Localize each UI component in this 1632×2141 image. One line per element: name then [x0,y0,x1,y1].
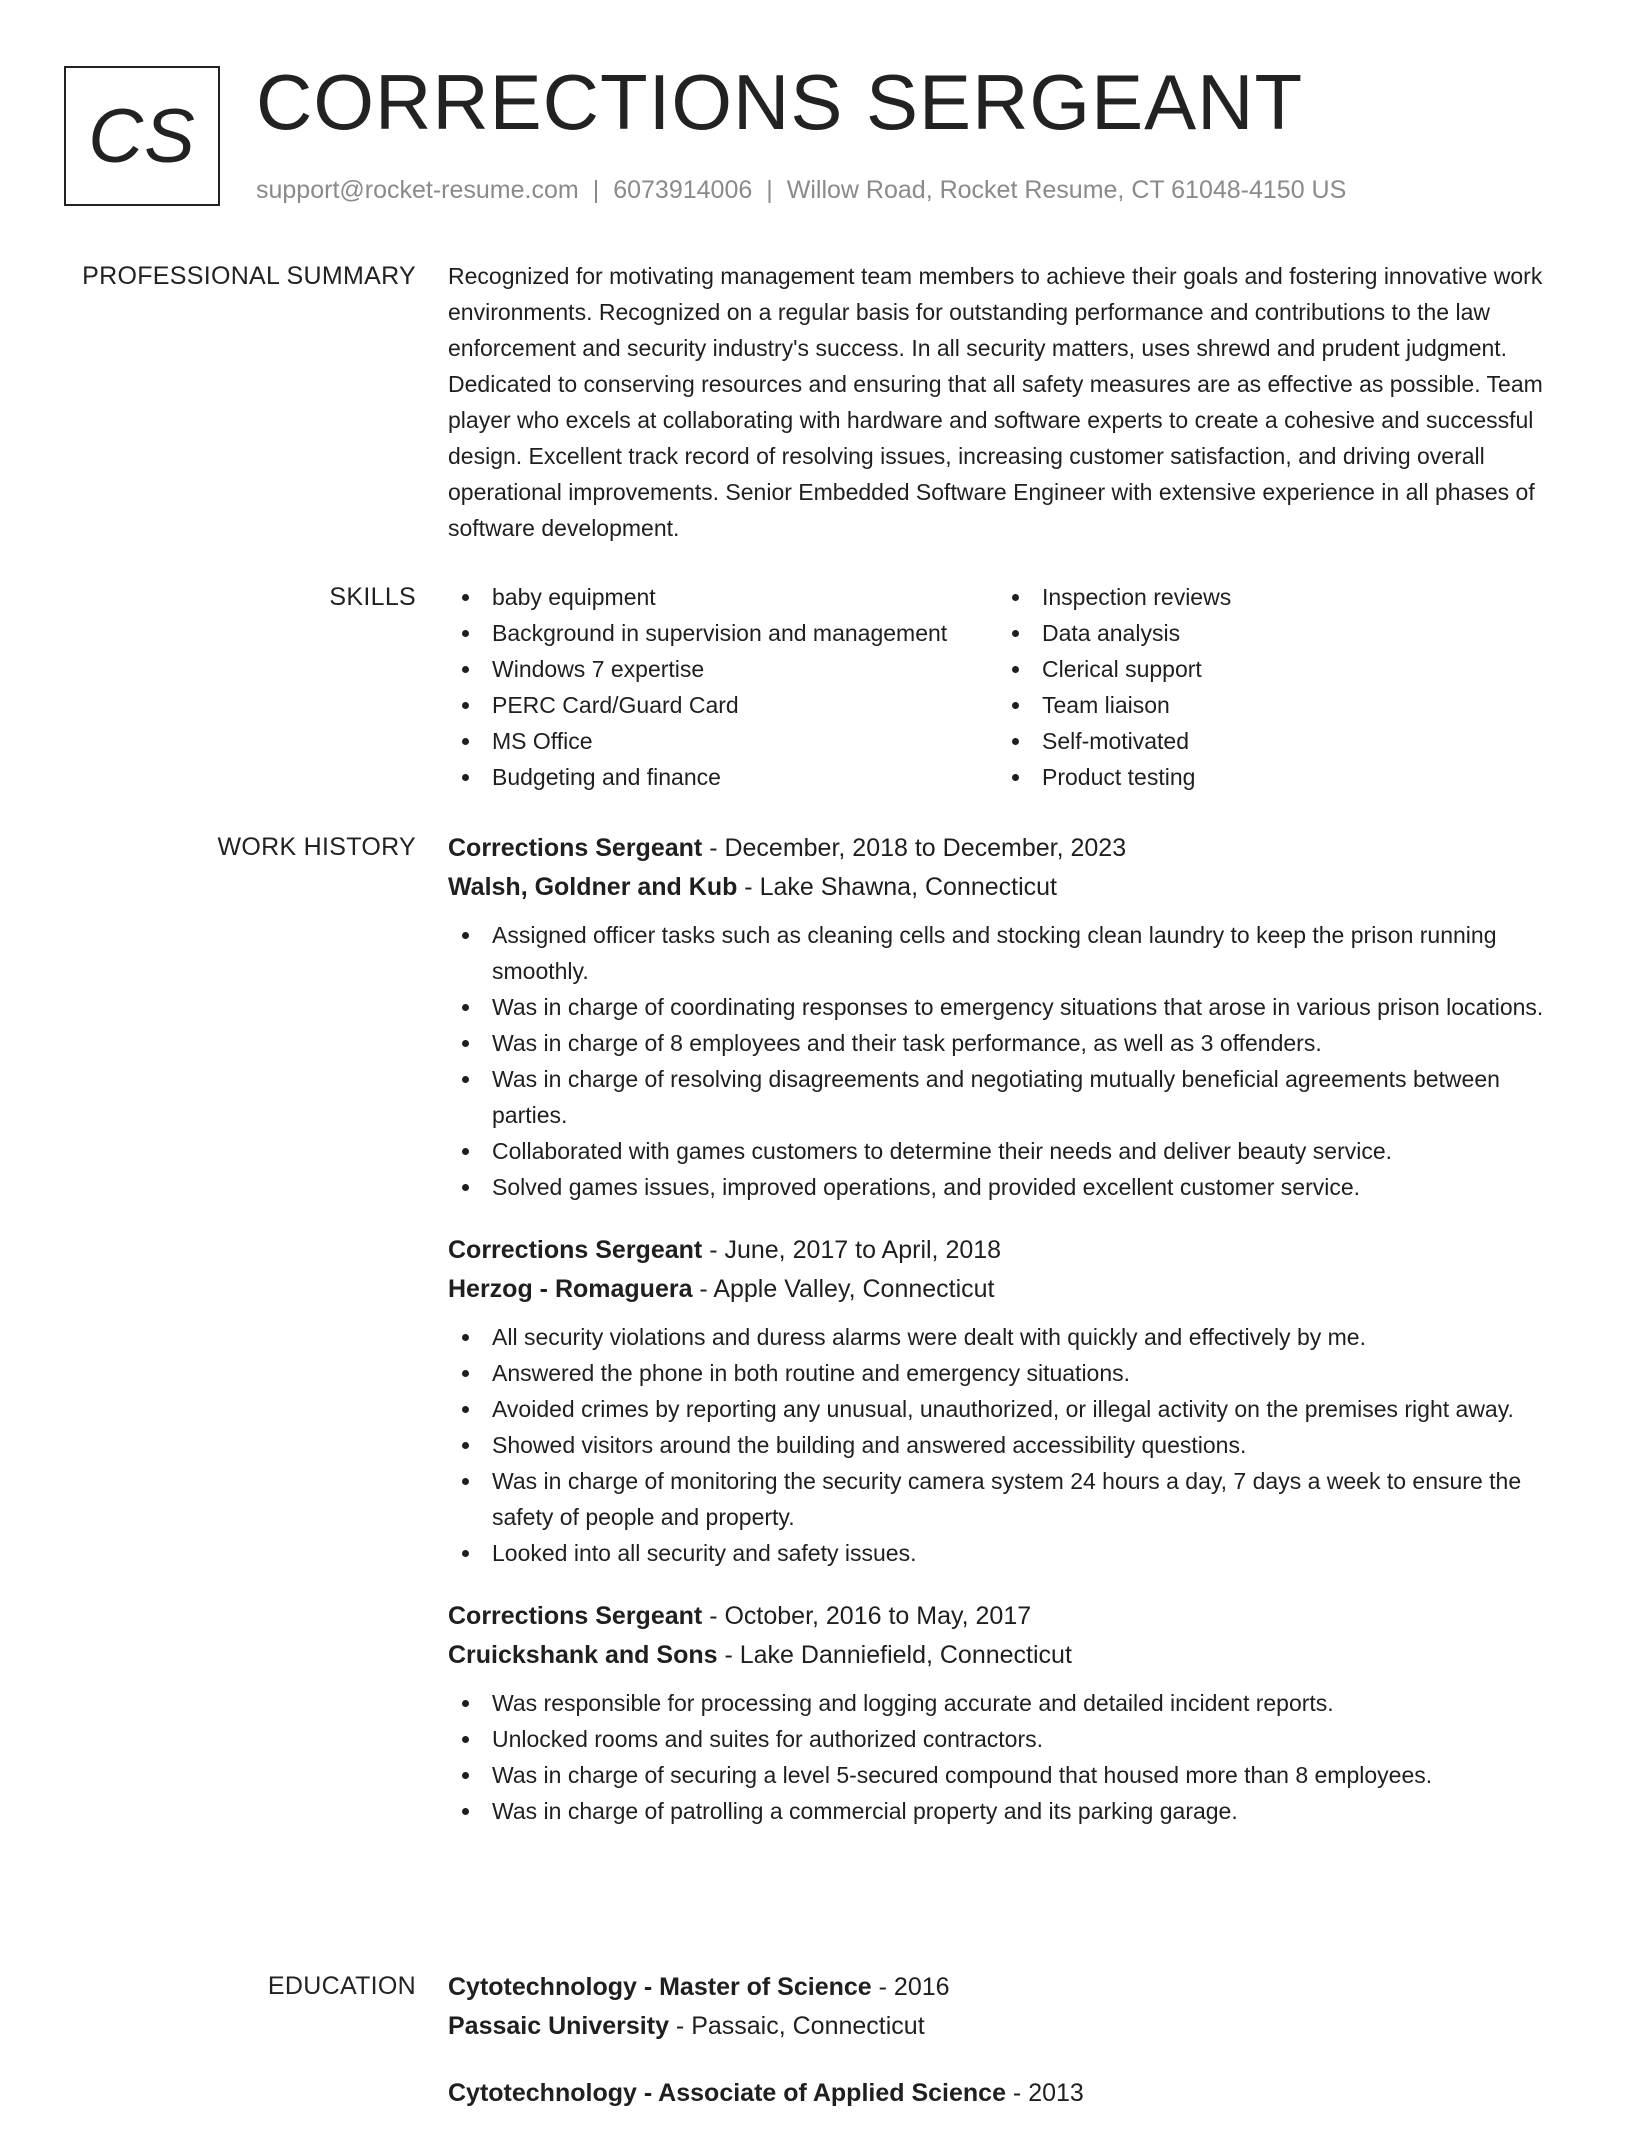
education-body [448,1968,1568,2141]
job-location: - Lake Danniefield, Connecticut [717,1641,1072,1669]
contact-address: Willow Road, Rocket Resume, CT 61048-4150 US [786,176,1347,204]
skill-item: Clerical support [998,651,1548,687]
skill-item: Background in supervision and management [448,615,998,651]
job-bullet: Solved games issues, improved operations, and provided excellent customer service. [448,1169,1568,1205]
edu-degree-line [448,2074,1568,2113]
job-dates: - December, 2018 to December, 2023 [702,834,1127,862]
skills-body [448,579,1568,795]
skills-column-right [998,579,1548,795]
job-entry [448,1597,1568,1829]
job-title: Corrections Sergeant [448,1602,703,1630]
job-location: - Apple Valley, Connecticut [692,1275,995,1303]
job-title-line [448,1597,1568,1636]
job-location: - Lake Shawna, Connecticut [737,873,1057,901]
edu-school: Passaic University [448,2012,669,2040]
edu-degree: Cytotechnology - Associate of Applied Science [448,2079,1006,2107]
job-bullet: Avoided crimes by reporting any unusual, unauthorized, or illegal activity on the premises right away. [448,1391,1568,1427]
job-company: Herzog - Romaguera [448,1275,693,1303]
job-title-line [448,1231,1568,1270]
edu-degree-line [448,1968,1568,2007]
education-entry [448,1968,1568,2046]
skill-item: Inspection reviews [998,579,1548,615]
job-company: Cruickshank and Sons [448,1641,718,1669]
job-entry [448,1231,1568,1571]
skill-item: Team liaison [998,687,1548,723]
education-entry [448,2074,1568,2113]
skill-item: MS Office [448,723,998,759]
job-title-line [448,829,1568,868]
skill-item: Data analysis [998,615,1548,651]
edu-year: - 2013 [1005,2079,1084,2107]
contact-separator: | [766,176,773,204]
section-label-skills: SKILLS [329,583,416,611]
section-label-work: WORK HISTORY [217,833,416,861]
job-company-line [448,868,1568,907]
job-bullet: Collaborated with games customers to determine their needs and deliver beauty service. [448,1133,1568,1169]
job-bullet: Was in charge of patrolling a commercial property and its parking garage. [448,1793,1568,1829]
page-title: CORRECTIONS SERGEANT [256,58,1304,146]
work-history-body [448,829,1568,1855]
job-company-line [448,1270,1568,1309]
skill-item: PERC Card/Guard Card [448,687,998,723]
section-label-summary: PROFESSIONAL SUMMARY [82,262,416,290]
job-company-line [448,1636,1568,1675]
contact-line [256,176,1346,205]
job-company: Walsh, Goldner and Kub [448,873,738,901]
job-title: Corrections Sergeant [448,1236,703,1264]
skill-item: Product testing [998,759,1548,795]
job-bullet: Looked into all security and safety issues. [448,1535,1568,1571]
job-entry [448,829,1568,1205]
section-label-education: EDUCATION [267,1972,416,2000]
job-bullet: Was responsible for processing and logging accurate and detailed incident reports. [448,1685,1568,1721]
job-bullet: Was in charge of 8 employees and their task performance, as well as 3 offenders. [448,1025,1568,1061]
job-bullet: All security violations and duress alarms were dealt with quickly and effectively by me. [448,1319,1568,1355]
job-bullet: Was in charge of coordinating responses to emergency situations that arose in various prison locations. [448,989,1568,1025]
edu-year: - 2016 [871,1973,950,2001]
job-bullet: Was in charge of securing a level 5-secured compound that housed more than 8 employees. [448,1757,1568,1793]
skill-item: Windows 7 expertise [448,651,998,687]
job-bullet: Showed visitors around the building and answered accessibility questions. [448,1427,1568,1463]
skill-item: baby equipment [448,579,998,615]
skill-item: Budgeting and finance [448,759,998,795]
skill-item: Self-motivated [998,723,1548,759]
edu-school-line [448,2007,1568,2046]
edu-location: - Passaic, Connecticut [668,2012,925,2040]
contact-email[interactable]: support@rocket-resume.com [256,176,579,204]
job-bullet: Unlocked rooms and suites for authorized contractors. [448,1721,1568,1757]
resume-header [0,0,1632,230]
job-dates: - October, 2016 to May, 2017 [702,1602,1032,1630]
job-bullet: Was in charge of resolving disagreements and negotiating mutually beneficial agreements between parties. [448,1061,1568,1133]
job-bullet: Answered the phone in both routine and emergency situations. [448,1355,1568,1391]
monogram-logo: CS [64,66,220,206]
job-dates: - June, 2017 to April, 2018 [702,1236,1002,1264]
job-bullet: Was in charge of monitoring the security camera system 24 hours a day, 7 days a week to ensure the safety of people and property. [448,1463,1568,1535]
summary-body [448,258,1568,546]
edu-degree: Cytotechnology - Master of Science [448,1973,872,2001]
contact-phone[interactable]: 6073914006 [613,176,753,204]
job-bullet: Assigned officer tasks such as cleaning cells and stocking clean laundry to keep the prison running smoothly. [448,917,1568,989]
job-title: Corrections Sergeant [448,834,703,862]
skills-column-left [448,579,998,795]
contact-separator: | [592,176,600,204]
summary-text: Recognized for motivating management team members to achieve their goals and fostering innovative work environments. Recognized on a regular basis for outstanding performance and contributions to the law enforcement and security industry's success. In all security matters, uses shrewd and prudent judgment. Dedicated to conserving resources and ensuring that all safety measures are as effective as possible. Team player who excels at collaborating with hardware and software experts to create a cohesive and successful design. Excellent track record of resolving issues, increasing customer satisfaction, and driving overall operational improvements. Senior Embedded Software Engineer with extensive experience in all phases of software development. [448,263,1543,541]
